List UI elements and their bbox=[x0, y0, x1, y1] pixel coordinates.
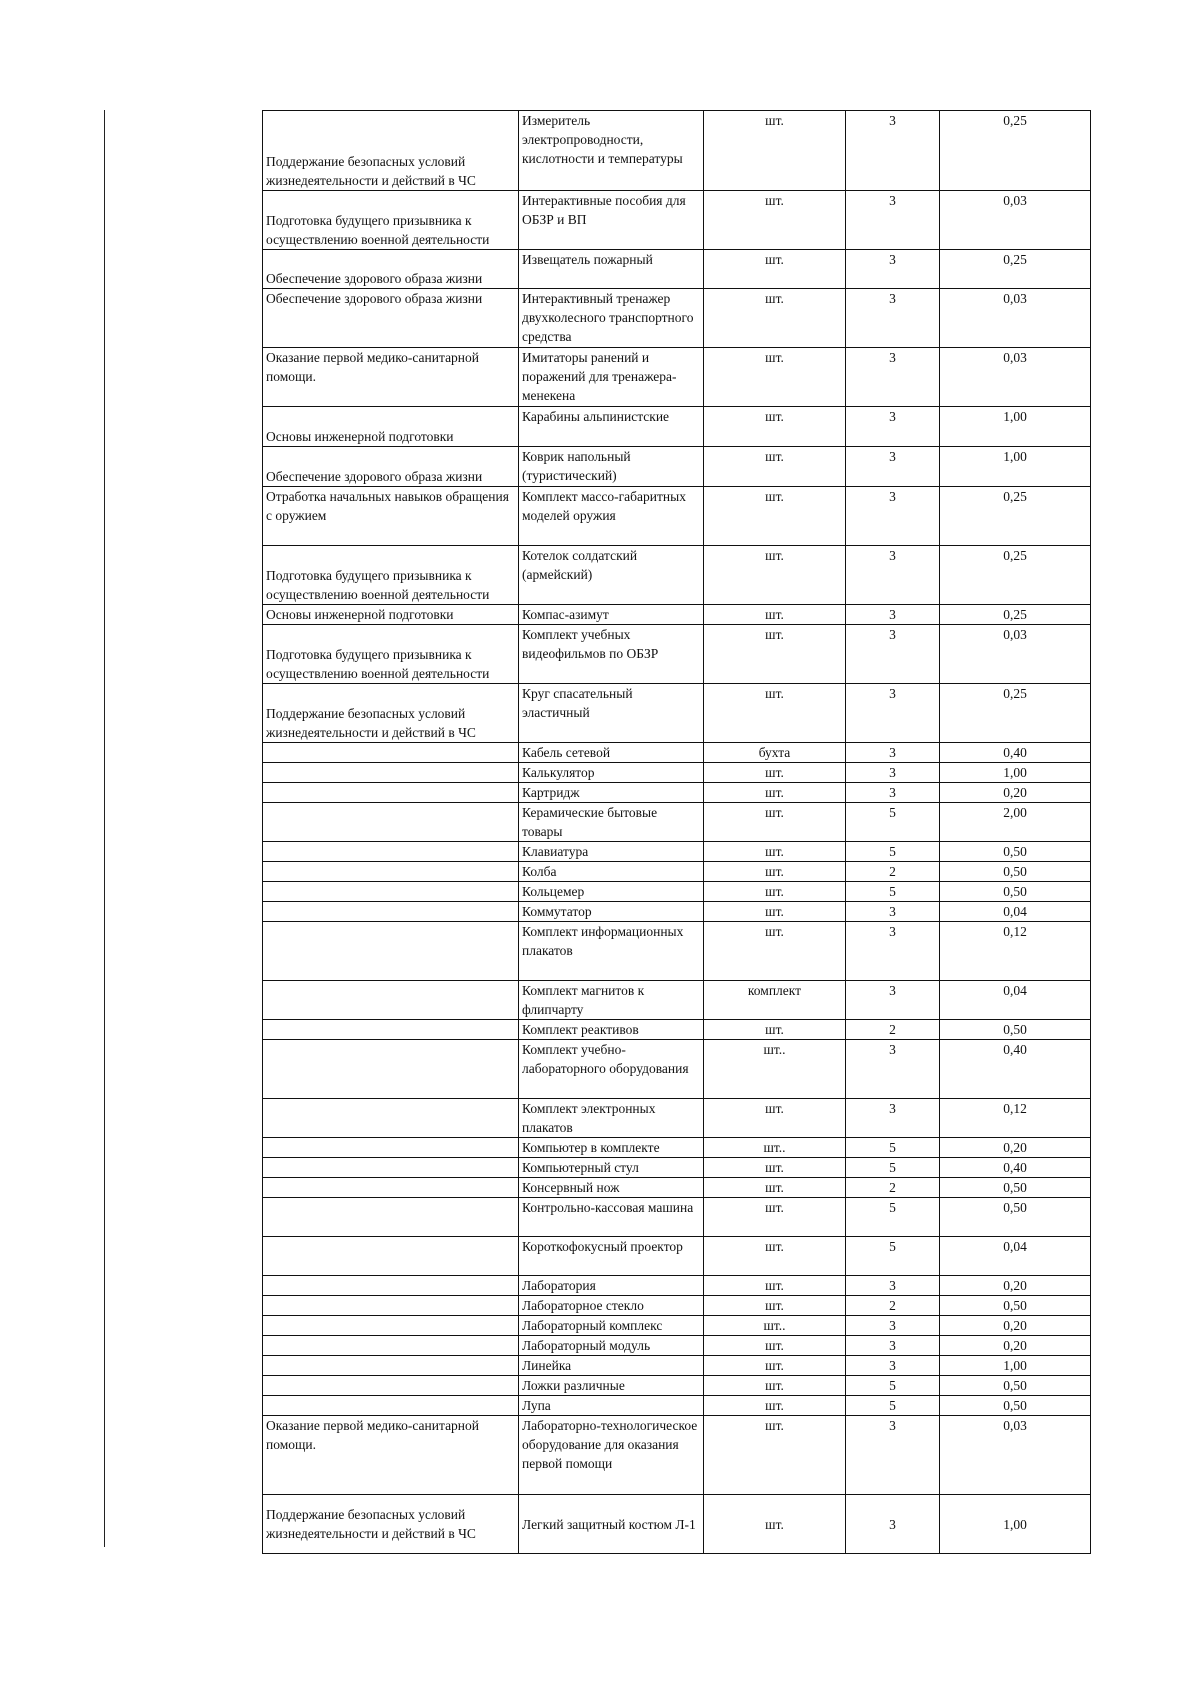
section-cell: Подготовка будущего призывника к осуществлению военной деятельности bbox=[263, 191, 519, 250]
unit-cell: шт. bbox=[704, 1356, 846, 1376]
unit-cell: шт. bbox=[704, 250, 846, 289]
item-name-cell: Комплект реактивов bbox=[519, 1020, 704, 1040]
rate-cell: 1,00 bbox=[940, 1495, 1091, 1554]
item-name-cell: Компьютер в комплекте bbox=[519, 1138, 704, 1158]
rate-cell: 1,00 bbox=[940, 763, 1091, 783]
quantity-cell: 5 bbox=[846, 803, 940, 842]
table-row bbox=[263, 1396, 1091, 1416]
section-cell bbox=[263, 743, 519, 763]
item-name-cell: Коврик напольный (туристический) bbox=[519, 447, 704, 487]
rate-cell: 0,12 bbox=[940, 1099, 1091, 1138]
rate-cell: 0,50 bbox=[940, 1020, 1091, 1040]
item-name-cell: Комплект магнитов к флипчарту bbox=[519, 981, 704, 1020]
unit-cell: шт. bbox=[704, 191, 846, 250]
section-cell bbox=[263, 1376, 519, 1396]
section-cell: Оказание первой медико-санитарной помощи. bbox=[263, 348, 519, 407]
section-cell bbox=[263, 1158, 519, 1178]
quantity-cell: 5 bbox=[846, 1396, 940, 1416]
unit-cell: шт. bbox=[704, 1376, 846, 1396]
rate-cell: 1,00 bbox=[940, 407, 1091, 447]
item-name-cell: Колба bbox=[519, 862, 704, 882]
unit-cell: шт. bbox=[704, 842, 846, 862]
section-cell bbox=[263, 783, 519, 803]
table-row bbox=[263, 842, 1091, 862]
quantity-cell: 3 bbox=[846, 289, 940, 348]
quantity-cell: 3 bbox=[846, 111, 940, 191]
unit-cell: бухта bbox=[704, 743, 846, 763]
section-cell bbox=[263, 763, 519, 783]
rate-cell: 0,50 bbox=[940, 1376, 1091, 1396]
section-cell bbox=[263, 862, 519, 882]
section-cell bbox=[263, 803, 519, 842]
item-name-cell: Извещатель пожарный bbox=[519, 250, 704, 289]
quantity-cell: 5 bbox=[846, 842, 940, 862]
item-name-cell: Лабораторное стекло bbox=[519, 1296, 704, 1316]
quantity-cell: 3 bbox=[846, 1276, 940, 1296]
margin-line bbox=[104, 110, 105, 1547]
table-row bbox=[263, 546, 1091, 605]
table-row bbox=[263, 803, 1091, 842]
section-cell bbox=[263, 842, 519, 862]
unit-cell: шт. bbox=[704, 111, 846, 191]
unit-cell: шт. bbox=[704, 546, 846, 605]
unit-cell: шт.. bbox=[704, 1316, 846, 1336]
section-cell bbox=[263, 1396, 519, 1416]
quantity-cell: 2 bbox=[846, 1296, 940, 1316]
quantity-cell: 3 bbox=[846, 1416, 940, 1495]
rate-cell: 0,25 bbox=[940, 250, 1091, 289]
item-name-cell: Котелок солдатский (армейский) bbox=[519, 546, 704, 605]
unit-cell: шт. bbox=[704, 1336, 846, 1356]
item-name-cell: Комплект массо-габаритных моделей оружия bbox=[519, 487, 704, 546]
unit-cell: шт. bbox=[704, 1198, 846, 1237]
table-row bbox=[263, 1020, 1091, 1040]
table-row bbox=[263, 902, 1091, 922]
table-row bbox=[263, 1040, 1091, 1099]
section-cell bbox=[263, 1237, 519, 1276]
rate-cell: 1,00 bbox=[940, 1356, 1091, 1376]
table-row bbox=[263, 981, 1091, 1020]
unit-cell: шт. bbox=[704, 1158, 846, 1178]
table-row bbox=[263, 1099, 1091, 1138]
rate-cell: 0,20 bbox=[940, 1138, 1091, 1158]
table-row bbox=[263, 743, 1091, 763]
item-name-cell: Интерактивный тренажер двухколесного транспортного средства bbox=[519, 289, 704, 348]
unit-cell: шт. bbox=[704, 447, 846, 487]
table-row bbox=[263, 1198, 1091, 1237]
item-name-cell: Ложки различные bbox=[519, 1376, 704, 1396]
item-name-cell: Клавиатура bbox=[519, 842, 704, 862]
quantity-cell: 3 bbox=[846, 763, 940, 783]
table-row bbox=[263, 111, 1091, 191]
item-name-cell: Лабораторный модуль bbox=[519, 1336, 704, 1356]
quantity-cell: 3 bbox=[846, 922, 940, 981]
table-row bbox=[263, 191, 1091, 250]
item-name-cell: Круг спасательный эластичный bbox=[519, 684, 704, 743]
rate-cell: 0,50 bbox=[940, 1296, 1091, 1316]
unit-cell: шт. bbox=[704, 1396, 846, 1416]
item-name-cell: Лабораторный комплекс bbox=[519, 1316, 704, 1336]
table-row bbox=[263, 922, 1091, 981]
section-cell bbox=[263, 1276, 519, 1296]
table-row bbox=[263, 407, 1091, 447]
quantity-cell: 3 bbox=[846, 487, 940, 546]
table-row bbox=[263, 447, 1091, 487]
section-cell: Подготовка будущего призывника к осуществлению военной деятельности bbox=[263, 546, 519, 605]
rate-cell: 0,12 bbox=[940, 922, 1091, 981]
table-row bbox=[263, 1356, 1091, 1376]
section-cell bbox=[263, 1040, 519, 1099]
section-cell bbox=[263, 1099, 519, 1138]
item-name-cell: Лупа bbox=[519, 1396, 704, 1416]
rate-cell: 0,40 bbox=[940, 1040, 1091, 1099]
rate-cell: 0,40 bbox=[940, 1158, 1091, 1178]
unit-cell: шт. bbox=[704, 348, 846, 407]
table-row bbox=[263, 1495, 1091, 1554]
table-row bbox=[263, 487, 1091, 546]
item-name-cell: Консервный нож bbox=[519, 1178, 704, 1198]
item-name-cell: Короткофокусный проектор bbox=[519, 1237, 704, 1276]
section-cell bbox=[263, 1296, 519, 1316]
item-name-cell: Комплект учебно-лабораторного оборудования bbox=[519, 1040, 704, 1099]
table-row bbox=[263, 1316, 1091, 1336]
rate-cell: 0,03 bbox=[940, 1416, 1091, 1495]
rate-cell: 0,20 bbox=[940, 1336, 1091, 1356]
rate-cell: 0,04 bbox=[940, 1237, 1091, 1276]
table-row bbox=[263, 1376, 1091, 1396]
section-cell: Обеспечение здорового образа жизни bbox=[263, 447, 519, 487]
rate-cell: 1,00 bbox=[940, 447, 1091, 487]
item-name-cell: Кольцемер bbox=[519, 882, 704, 902]
section-cell bbox=[263, 902, 519, 922]
unit-cell: шт.. bbox=[704, 1040, 846, 1099]
quantity-cell: 3 bbox=[846, 902, 940, 922]
rate-cell: 0,04 bbox=[940, 902, 1091, 922]
section-cell: Поддержание безопасных условий жизнедеятельности и действий в ЧС bbox=[263, 111, 519, 191]
unit-cell: комплект bbox=[704, 981, 846, 1020]
table-row bbox=[263, 882, 1091, 902]
item-name-cell: Компас-азимут bbox=[519, 605, 704, 625]
unit-cell: шт. bbox=[704, 605, 846, 625]
item-name-cell: Интерактивные пособия для ОБЗР и ВП bbox=[519, 191, 704, 250]
quantity-cell: 3 bbox=[846, 1040, 940, 1099]
table-row bbox=[263, 684, 1091, 743]
unit-cell: шт. bbox=[704, 1276, 846, 1296]
quantity-cell: 3 bbox=[846, 546, 940, 605]
rate-cell: 0,25 bbox=[940, 111, 1091, 191]
unit-cell: шт. bbox=[704, 882, 846, 902]
rate-cell: 0,25 bbox=[940, 487, 1091, 546]
item-name-cell: Коммутатор bbox=[519, 902, 704, 922]
section-cell bbox=[263, 1138, 519, 1158]
unit-cell: шт. bbox=[704, 407, 846, 447]
section-cell: Обеспечение здорового образа жизни bbox=[263, 289, 519, 348]
section-cell: Поддержание безопасных условий жизнедеятельности и действий в ЧС bbox=[263, 1495, 519, 1554]
item-name-cell: Контрольно-кассовая машина bbox=[519, 1198, 704, 1237]
rate-cell: 0,25 bbox=[940, 605, 1091, 625]
rate-cell: 0,03 bbox=[940, 348, 1091, 407]
rate-cell: 0,40 bbox=[940, 743, 1091, 763]
table-row bbox=[263, 1276, 1091, 1296]
item-name-cell: Легкий защитный костюм Л-1 bbox=[519, 1495, 704, 1554]
unit-cell: шт. bbox=[704, 1178, 846, 1198]
item-name-cell: Лабораторно-технологическое оборудование для оказания первой помощи bbox=[519, 1416, 704, 1495]
section-cell bbox=[263, 1356, 519, 1376]
unit-cell: шт. bbox=[704, 1495, 846, 1554]
section-cell bbox=[263, 1336, 519, 1356]
rate-cell: 0,50 bbox=[940, 842, 1091, 862]
rate-cell: 0,25 bbox=[940, 546, 1091, 605]
section-cell: Основы инженерной подготовки bbox=[263, 407, 519, 447]
unit-cell: шт. bbox=[704, 922, 846, 981]
rate-cell: 0,03 bbox=[940, 289, 1091, 348]
section-cell bbox=[263, 922, 519, 981]
rate-cell: 0,20 bbox=[940, 1316, 1091, 1336]
quantity-cell: 5 bbox=[846, 1376, 940, 1396]
quantity-cell: 5 bbox=[846, 1158, 940, 1178]
item-name-cell: Лаборатория bbox=[519, 1276, 704, 1296]
unit-cell: шт. bbox=[704, 684, 846, 743]
quantity-cell: 3 bbox=[846, 743, 940, 763]
quantity-cell: 2 bbox=[846, 1020, 940, 1040]
unit-cell: шт. bbox=[704, 763, 846, 783]
rate-cell: 0,50 bbox=[940, 1198, 1091, 1237]
unit-cell: шт. bbox=[704, 783, 846, 803]
section-cell bbox=[263, 981, 519, 1020]
quantity-cell: 2 bbox=[846, 1178, 940, 1198]
section-cell: Отработка начальных навыков обращения с оружием bbox=[263, 487, 519, 546]
quantity-cell: 5 bbox=[846, 1198, 940, 1237]
unit-cell: шт. bbox=[704, 1237, 846, 1276]
section-cell bbox=[263, 1316, 519, 1336]
table-row bbox=[263, 1237, 1091, 1276]
section-cell bbox=[263, 1178, 519, 1198]
rate-cell: 2,00 bbox=[940, 803, 1091, 842]
section-cell bbox=[263, 882, 519, 902]
quantity-cell: 3 bbox=[846, 783, 940, 803]
unit-cell: шт. bbox=[704, 803, 846, 842]
quantity-cell: 3 bbox=[846, 447, 940, 487]
rate-cell: 0,04 bbox=[940, 981, 1091, 1020]
unit-cell: шт. bbox=[704, 1296, 846, 1316]
unit-cell: шт. bbox=[704, 862, 846, 882]
quantity-cell: 3 bbox=[846, 1316, 940, 1336]
table-row bbox=[263, 1178, 1091, 1198]
quantity-cell: 2 bbox=[846, 862, 940, 882]
table-row bbox=[263, 783, 1091, 803]
item-name-cell: Измеритель электропроводности, кислотности и температуры bbox=[519, 111, 704, 191]
item-name-cell: Линейка bbox=[519, 1356, 704, 1376]
table-row bbox=[263, 289, 1091, 348]
table-row bbox=[263, 1336, 1091, 1356]
table-row bbox=[263, 1158, 1091, 1178]
rate-cell: 0,20 bbox=[940, 1276, 1091, 1296]
table-row bbox=[263, 625, 1091, 684]
item-name-cell: Карабины альпинистские bbox=[519, 407, 704, 447]
table-row bbox=[263, 1296, 1091, 1316]
section-cell: Подготовка будущего призывника к осуществлению военной деятельности bbox=[263, 625, 519, 684]
unit-cell: шт. bbox=[704, 1099, 846, 1138]
rate-cell: 0,50 bbox=[940, 862, 1091, 882]
quantity-cell: 3 bbox=[846, 625, 940, 684]
item-name-cell: Комплект информационных плакатов bbox=[519, 922, 704, 981]
unit-cell: шт. bbox=[704, 902, 846, 922]
unit-cell: шт. bbox=[704, 289, 846, 348]
quantity-cell: 3 bbox=[846, 191, 940, 250]
table-row bbox=[263, 763, 1091, 783]
table-row bbox=[263, 250, 1091, 289]
inventory-table-body bbox=[263, 111, 1091, 1554]
quantity-cell: 3 bbox=[846, 1356, 940, 1376]
rate-cell: 0,03 bbox=[940, 191, 1091, 250]
item-name-cell: Комплект электронных плакатов bbox=[519, 1099, 704, 1138]
rate-cell: 0,03 bbox=[940, 625, 1091, 684]
section-cell: Основы инженерной подготовки bbox=[263, 605, 519, 625]
item-name-cell: Калькулятор bbox=[519, 763, 704, 783]
quantity-cell: 5 bbox=[846, 882, 940, 902]
quantity-cell: 3 bbox=[846, 684, 940, 743]
item-name-cell: Картридж bbox=[519, 783, 704, 803]
table-row bbox=[263, 605, 1091, 625]
item-name-cell: Имитаторы ранений и поражений для тренажера-менекена bbox=[519, 348, 704, 407]
section-cell bbox=[263, 1198, 519, 1237]
rate-cell: 0,50 bbox=[940, 882, 1091, 902]
quantity-cell: 3 bbox=[846, 605, 940, 625]
section-cell bbox=[263, 1020, 519, 1040]
quantity-cell: 3 bbox=[846, 1099, 940, 1138]
table-row bbox=[263, 348, 1091, 407]
rate-cell: 0,50 bbox=[940, 1396, 1091, 1416]
rate-cell: 0,50 bbox=[940, 1178, 1091, 1198]
unit-cell: шт.. bbox=[704, 1138, 846, 1158]
table-row bbox=[263, 1416, 1091, 1495]
quantity-cell: 3 bbox=[846, 407, 940, 447]
section-cell: Обеспечение здорового образа жизни bbox=[263, 250, 519, 289]
rate-cell: 0,25 bbox=[940, 684, 1091, 743]
quantity-cell: 5 bbox=[846, 1138, 940, 1158]
quantity-cell: 3 bbox=[846, 1495, 940, 1554]
table-row bbox=[263, 1138, 1091, 1158]
quantity-cell: 3 bbox=[846, 348, 940, 407]
rate-cell: 0,20 bbox=[940, 783, 1091, 803]
item-name-cell: Кабель сетевой bbox=[519, 743, 704, 763]
item-name-cell: Керамические бытовые товары bbox=[519, 803, 704, 842]
section-cell: Поддержание безопасных условий жизнедеятельности и действий в ЧС bbox=[263, 684, 519, 743]
unit-cell: шт. bbox=[704, 1416, 846, 1495]
quantity-cell: 3 bbox=[846, 250, 940, 289]
section-cell: Оказание первой медико-санитарной помощи. bbox=[263, 1416, 519, 1495]
table-row bbox=[263, 862, 1091, 882]
unit-cell: шт. bbox=[704, 1020, 846, 1040]
quantity-cell: 3 bbox=[846, 981, 940, 1020]
quantity-cell: 3 bbox=[846, 1336, 940, 1356]
inventory-table bbox=[262, 110, 1091, 1554]
quantity-cell: 5 bbox=[846, 1237, 940, 1276]
unit-cell: шт. bbox=[704, 487, 846, 546]
unit-cell: шт. bbox=[704, 625, 846, 684]
item-name-cell: Компьютерный стул bbox=[519, 1158, 704, 1178]
item-name-cell: Комплект учебных видеофильмов по ОБЗР bbox=[519, 625, 704, 684]
